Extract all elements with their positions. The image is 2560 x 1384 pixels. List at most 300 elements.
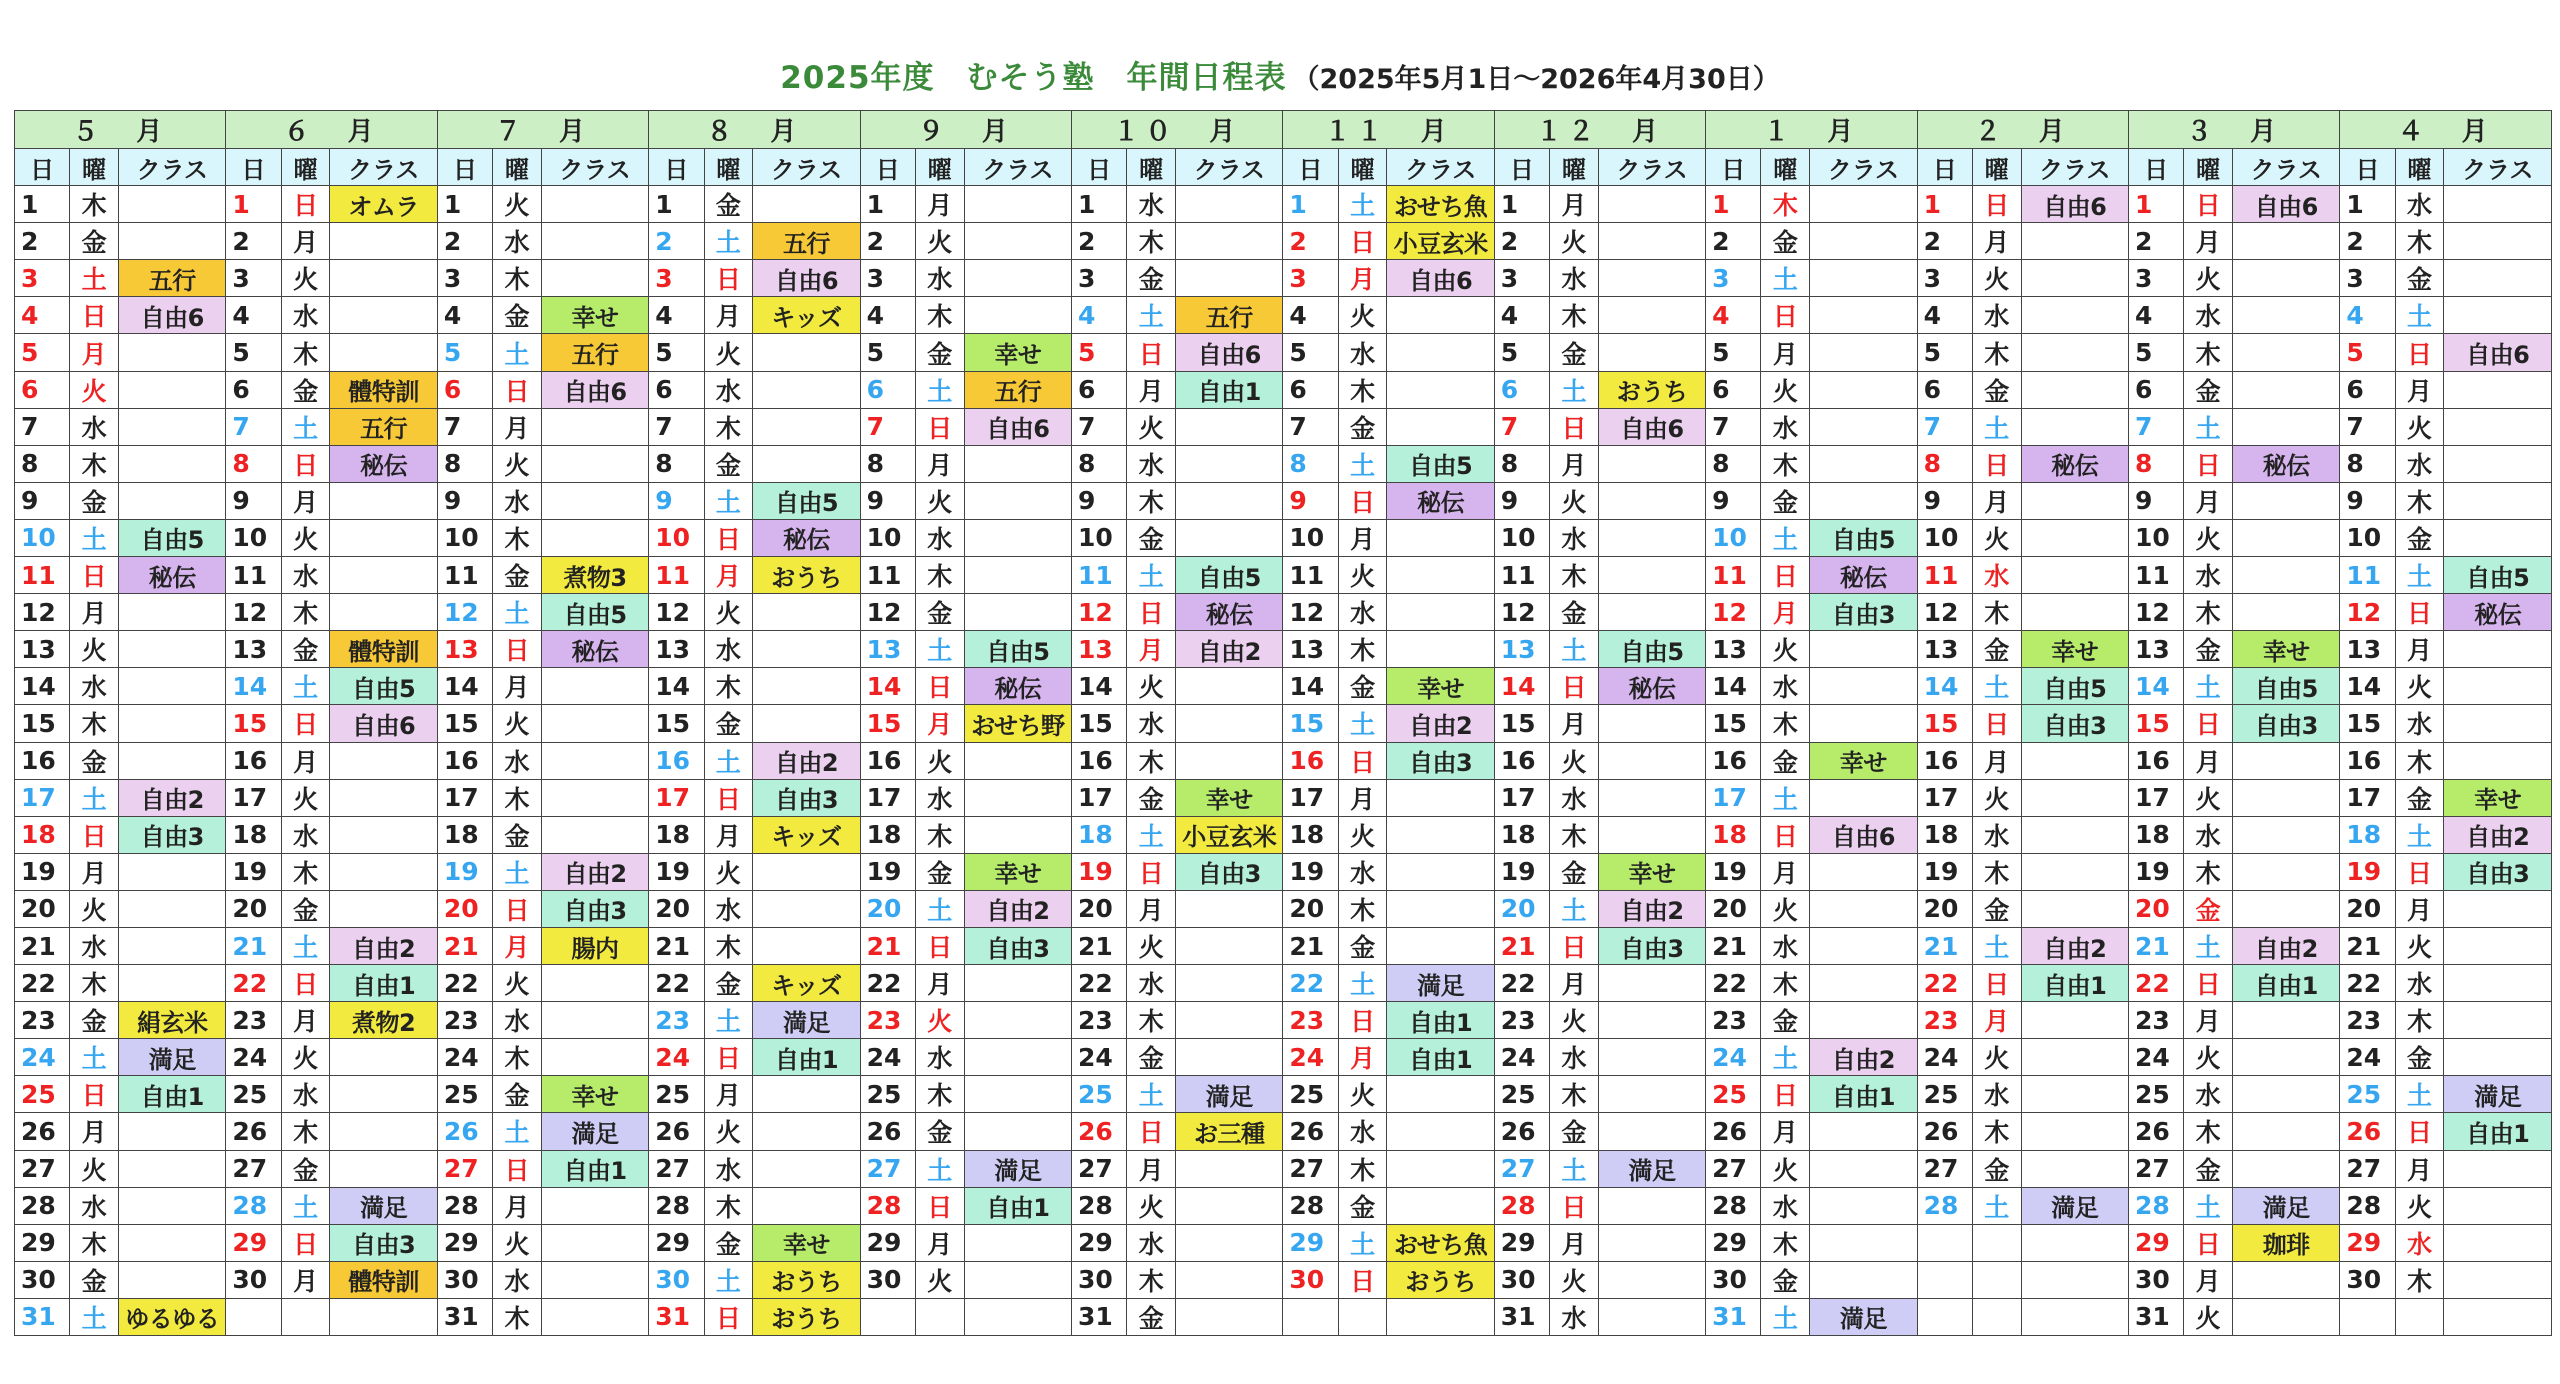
day-number: 27: [1494, 1150, 1549, 1187]
weekday-label: 水: [1127, 1224, 1176, 1261]
empty-class-cell: [1598, 1224, 1705, 1261]
empty-class-cell: [1598, 297, 1705, 334]
empty-class-cell: [330, 1113, 437, 1150]
weekday-column-header: 曜: [2395, 149, 2444, 186]
weekday-label: 日: [493, 890, 542, 927]
empty-class-cell: [1598, 742, 1705, 779]
class-cell: おせち野: [964, 705, 1071, 742]
day-number: 8: [1494, 445, 1549, 482]
day-number: 17: [1283, 779, 1338, 816]
weekday-label: 日: [704, 1039, 753, 1076]
weekday-label: 火: [1338, 297, 1387, 334]
empty-class-cell: [1598, 1076, 1705, 1113]
weekday-label: 木: [1127, 742, 1176, 779]
class-column-header: クラス: [1810, 149, 1917, 186]
weekday-label: 木: [1761, 445, 1810, 482]
class-cell: 自由3: [1176, 853, 1283, 890]
weekday-label: 月: [1127, 371, 1176, 408]
empty-class-cell: [119, 1261, 226, 1298]
empty-class-cell: [1176, 223, 1283, 260]
empty-class-cell: [964, 297, 1071, 334]
empty-class-cell: [330, 334, 437, 371]
day-number: 12: [226, 594, 281, 631]
empty-class-cell: [2021, 519, 2128, 556]
day-number: 15: [649, 705, 704, 742]
weekday-label: 木: [70, 186, 119, 223]
day-number: 11: [15, 557, 70, 594]
class-cell: 満足: [119, 1039, 226, 1076]
empty-class-cell: [1810, 371, 1917, 408]
empty-class-cell: [2021, 557, 2128, 594]
empty-class-cell: [119, 965, 226, 1002]
day-number: 28: [860, 1187, 915, 1224]
weekday-label: 月: [704, 1076, 753, 1113]
empty-class-cell: [119, 1113, 226, 1150]
weekday-label: 火: [704, 594, 753, 631]
day-number: 2: [1917, 223, 1972, 260]
day-number: 16: [1072, 742, 1127, 779]
weekday-label: 月: [1338, 260, 1387, 297]
weekday-label: 土: [1761, 260, 1810, 297]
empty-class-cell: [119, 1187, 226, 1224]
day-number: 11: [1072, 557, 1127, 594]
day-number: 25: [1706, 1076, 1761, 1113]
day-number: 15: [1072, 705, 1127, 742]
weekday-label: 木: [915, 557, 964, 594]
weekday-label: 土: [1338, 965, 1387, 1002]
day-number: 24: [649, 1039, 704, 1076]
empty-cell: [915, 1298, 964, 1335]
weekday-label: 金: [1972, 631, 2021, 668]
class-cell: 自由1: [1176, 371, 1283, 408]
weekday-label: 日: [915, 668, 964, 705]
weekday-label: 火: [1761, 371, 1810, 408]
day-number: 24: [860, 1039, 915, 1076]
day-number: 22: [1917, 965, 1972, 1002]
weekday-label: 火: [1338, 557, 1387, 594]
weekday-label: 日: [1972, 705, 2021, 742]
weekday-label: 月: [2395, 890, 2444, 927]
class-cell: 幸せ: [2021, 631, 2128, 668]
weekday-label: 金: [1761, 223, 1810, 260]
class-cell: 秘伝: [541, 631, 648, 668]
weekday-label: 水: [1761, 408, 1810, 445]
weekday-label: 水: [1127, 186, 1176, 223]
day-number: 3: [1072, 260, 1127, 297]
day-number: 11: [226, 557, 281, 594]
day-number: 19: [1072, 853, 1127, 890]
day-number: 13: [15, 631, 70, 668]
weekday-label: 土: [1338, 445, 1387, 482]
empty-class-cell: [330, 223, 437, 260]
day-number: 15: [2128, 705, 2183, 742]
weekday-label: 火: [70, 1150, 119, 1187]
weekday-label: 土: [281, 927, 330, 964]
class-cell: 秘伝: [1598, 668, 1705, 705]
day-number: 11: [1706, 557, 1761, 594]
class-cell: キッズ: [753, 297, 860, 334]
weekday-label: 月: [2184, 223, 2233, 260]
day-number: 4: [1283, 297, 1338, 334]
weekday-label: 金: [2395, 260, 2444, 297]
weekday-label: 金: [2395, 1039, 2444, 1076]
empty-class-cell: [330, 297, 437, 334]
weekday-label: 火: [493, 705, 542, 742]
weekday-label: 水: [281, 297, 330, 334]
empty-class-cell: [1387, 779, 1494, 816]
weekday-label: 月: [1972, 482, 2021, 519]
empty-class-cell: [119, 890, 226, 927]
weekday-label: 金: [1338, 1187, 1387, 1224]
month-header: ３ 月: [2128, 111, 2339, 149]
empty-class-cell: [2021, 1002, 2128, 1039]
class-cell: 自由3: [2021, 705, 2128, 742]
empty-class-cell: [2233, 1150, 2340, 1187]
weekday-label: 金: [1550, 1113, 1599, 1150]
empty-class-cell: [1810, 853, 1917, 890]
day-number: 30: [860, 1261, 915, 1298]
day-number: 2: [1494, 223, 1549, 260]
day-number: 15: [2340, 705, 2395, 742]
weekday-label: 水: [70, 1187, 119, 1224]
day-number: 10: [1283, 519, 1338, 556]
empty-class-cell: [964, 260, 1071, 297]
day-column-header: 日: [2128, 149, 2183, 186]
empty-class-cell: [964, 445, 1071, 482]
day-number: 13: [1706, 631, 1761, 668]
empty-class-cell: [119, 445, 226, 482]
weekday-label: 木: [281, 334, 330, 371]
day-row: [15, 260, 2552, 297]
empty-class-cell: [1598, 223, 1705, 260]
day-number: 21: [2340, 927, 2395, 964]
weekday-label: 木: [2395, 223, 2444, 260]
empty-class-cell: [1598, 557, 1705, 594]
class-cell: 幸せ: [1810, 742, 1917, 779]
weekday-label: 火: [1127, 1187, 1176, 1224]
empty-class-cell: [964, 1113, 1071, 1150]
day-number: 1: [2128, 186, 2183, 223]
day-number: 26: [1917, 1113, 1972, 1150]
empty-class-cell: [1598, 1039, 1705, 1076]
weekday-label: 月: [1550, 1224, 1599, 1261]
empty-class-cell: [541, 186, 648, 223]
day-number: 11: [1283, 557, 1338, 594]
day-number: 27: [2128, 1150, 2183, 1187]
empty-class-cell: [1810, 965, 1917, 1002]
empty-class-cell: [1810, 1150, 1917, 1187]
empty-class-cell: [1387, 519, 1494, 556]
day-number: 29: [1494, 1224, 1549, 1261]
weekday-label: 金: [2184, 631, 2233, 668]
day-number: 12: [1283, 594, 1338, 631]
schedule-title: 2025年度 むそう塾 年間日程表: [780, 60, 1287, 96]
empty-class-cell: [964, 223, 1071, 260]
day-number: 18: [1917, 816, 1972, 853]
weekday-label: 日: [2184, 186, 2233, 223]
weekday-label: 月: [1972, 742, 2021, 779]
day-number: 11: [2340, 557, 2395, 594]
day-number: 13: [649, 631, 704, 668]
empty-cell: [226, 1298, 281, 1335]
day-number: 17: [860, 779, 915, 816]
empty-class-cell: [753, 631, 860, 668]
day-number: 2: [2340, 223, 2395, 260]
empty-class-cell: [330, 853, 437, 890]
weekday-label: 水: [493, 1002, 542, 1039]
class-cell: 自由2: [964, 890, 1071, 927]
class-cell: 自由3: [1387, 742, 1494, 779]
day-number: 23: [226, 1002, 281, 1039]
day-number: 16: [2340, 742, 2395, 779]
empty-class-cell: [2444, 1224, 2552, 1261]
day-number: 29: [437, 1224, 492, 1261]
day-number: 16: [437, 742, 492, 779]
empty-class-cell: [753, 1076, 860, 1113]
weekday-label: 木: [1338, 890, 1387, 927]
weekday-label: 木: [1972, 1113, 2021, 1150]
day-number: 14: [2128, 668, 2183, 705]
day-number: 16: [1494, 742, 1549, 779]
weekday-label: 木: [70, 965, 119, 1002]
weekday-label: 日: [704, 519, 753, 556]
day-number: 21: [226, 927, 281, 964]
day-number: 26: [649, 1113, 704, 1150]
class-cell: 幸せ: [964, 334, 1071, 371]
empty-cell: [1972, 1224, 2021, 1261]
weekday-label: 土: [2184, 927, 2233, 964]
empty-class-cell: [1387, 1187, 1494, 1224]
day-number: 8: [1072, 445, 1127, 482]
weekday-label: 土: [1972, 927, 2021, 964]
day-row: [15, 927, 2552, 964]
day-number: 6: [2128, 371, 2183, 408]
weekday-label: 月: [915, 705, 964, 742]
weekday-label: 土: [2184, 1187, 2233, 1224]
weekday-column-header: 曜: [493, 149, 542, 186]
weekday-label: 月: [1761, 853, 1810, 890]
empty-class-cell: [1387, 594, 1494, 631]
day-row: [15, 890, 2552, 927]
empty-class-cell: [1176, 705, 1283, 742]
empty-class-cell: [964, 519, 1071, 556]
weekday-label: 木: [2184, 334, 2233, 371]
empty-class-cell: [1176, 742, 1283, 779]
day-number: 18: [860, 816, 915, 853]
class-cell: お三種: [1176, 1113, 1283, 1150]
day-row: [15, 1150, 2552, 1187]
day-number: 20: [1072, 890, 1127, 927]
weekday-column-header: 曜: [70, 149, 119, 186]
empty-class-cell: [1810, 445, 1917, 482]
weekday-label: 金: [704, 1224, 753, 1261]
day-number: 14: [437, 668, 492, 705]
class-cell: 自由3: [2233, 705, 2340, 742]
weekday-label: 月: [2184, 1002, 2233, 1039]
weekday-label: 金: [1550, 853, 1599, 890]
weekday-label: 月: [281, 742, 330, 779]
day-row: [15, 779, 2552, 816]
empty-class-cell: [1387, 334, 1494, 371]
weekday-label: 水: [2395, 705, 2444, 742]
weekday-label: 火: [281, 1039, 330, 1076]
empty-class-cell: [2021, 1113, 2128, 1150]
day-number: 14: [226, 668, 281, 705]
weekday-label: 水: [281, 557, 330, 594]
day-number: 18: [15, 816, 70, 853]
day-number: 30: [1072, 1261, 1127, 1298]
empty-class-cell: [2233, 890, 2340, 927]
empty-cell: [2444, 1298, 2552, 1335]
day-row: [15, 742, 2552, 779]
weekday-label: 水: [1972, 1076, 2021, 1113]
weekday-label: 火: [1972, 1039, 2021, 1076]
weekday-label: 土: [70, 1039, 119, 1076]
weekday-label: 火: [281, 779, 330, 816]
day-number: 23: [1072, 1002, 1127, 1039]
weekday-label: 日: [704, 260, 753, 297]
class-cell: 自由5: [2233, 668, 2340, 705]
empty-class-cell: [1387, 927, 1494, 964]
empty-cell: [2340, 1298, 2395, 1335]
weekday-label: 水: [1127, 965, 1176, 1002]
weekday-label: 月: [70, 1113, 119, 1150]
day-column-header: 日: [1494, 149, 1549, 186]
weekday-label: 日: [281, 705, 330, 742]
weekday-label: 火: [2395, 1187, 2444, 1224]
day-number: 10: [2340, 519, 2395, 556]
day-number: 3: [1494, 260, 1549, 297]
class-cell: 満足: [1810, 1298, 1917, 1335]
day-number: 16: [1706, 742, 1761, 779]
day-number: 10: [860, 519, 915, 556]
empty-class-cell: [753, 408, 860, 445]
weekday-label: 木: [281, 853, 330, 890]
empty-class-cell: [753, 445, 860, 482]
day-number: 5: [1494, 334, 1549, 371]
day-number: 4: [2340, 297, 2395, 334]
empty-class-cell: [964, 1224, 1071, 1261]
weekday-label: 木: [704, 1187, 753, 1224]
day-number: 13: [1072, 631, 1127, 668]
class-cell: 幸せ: [1387, 668, 1494, 705]
empty-class-cell: [2444, 371, 2552, 408]
class-cell: 自由6: [119, 297, 226, 334]
day-number: 17: [2340, 779, 2395, 816]
empty-class-cell: [2444, 223, 2552, 260]
weekday-label: 水: [1550, 519, 1599, 556]
weekday-label: 金: [2395, 779, 2444, 816]
class-cell: 自由5: [1810, 519, 1917, 556]
empty-class-cell: [753, 1150, 860, 1187]
day-number: 6: [226, 371, 281, 408]
class-cell: 自由5: [1387, 445, 1494, 482]
day-number: 9: [2128, 482, 2183, 519]
day-number: 7: [2128, 408, 2183, 445]
weekday-label: 日: [1761, 816, 1810, 853]
weekday-label: 日: [2395, 594, 2444, 631]
class-cell: 自由1: [1387, 1039, 1494, 1076]
empty-class-cell: [330, 742, 437, 779]
weekday-label: 日: [2184, 445, 2233, 482]
weekday-label: 金: [281, 1150, 330, 1187]
weekday-label: 土: [704, 1261, 753, 1298]
day-number: 1: [1917, 186, 1972, 223]
day-number: 3: [15, 260, 70, 297]
weekday-label: 金: [915, 334, 964, 371]
weekday-label: 木: [1761, 1224, 1810, 1261]
class-cell: 自由5: [2444, 557, 2552, 594]
weekday-label: 日: [1127, 334, 1176, 371]
class-cell: 自由5: [753, 482, 860, 519]
day-number: 14: [649, 668, 704, 705]
day-number: 26: [15, 1113, 70, 1150]
empty-class-cell: [2021, 1039, 2128, 1076]
weekday-label: 金: [493, 816, 542, 853]
day-number: 17: [226, 779, 281, 816]
day-number: 20: [437, 890, 492, 927]
day-number: 22: [15, 965, 70, 1002]
empty-class-cell: [2444, 186, 2552, 223]
day-number: 1: [226, 186, 281, 223]
day-number: 2: [2128, 223, 2183, 260]
day-number: 4: [15, 297, 70, 334]
weekday-label: 水: [704, 371, 753, 408]
day-number: 1: [860, 186, 915, 223]
day-number: 23: [15, 1002, 70, 1039]
empty-class-cell: [330, 594, 437, 631]
weekday-label: 土: [2395, 297, 2444, 334]
day-number: 2: [226, 223, 281, 260]
weekday-label: 金: [2184, 890, 2233, 927]
weekday-label: 日: [70, 557, 119, 594]
class-cell: オムラ: [330, 186, 437, 223]
empty-class-cell: [964, 482, 1071, 519]
weekday-label: 水: [704, 631, 753, 668]
weekday-label: 火: [704, 853, 753, 890]
empty-class-cell: [2444, 668, 2552, 705]
weekday-label: 土: [1972, 408, 2021, 445]
empty-class-cell: [753, 371, 860, 408]
weekday-label: 土: [1972, 1187, 2021, 1224]
weekday-label: 日: [1338, 1261, 1387, 1298]
day-number: 3: [2340, 260, 2395, 297]
weekday-label: 月: [1550, 186, 1599, 223]
weekday-label: 土: [1338, 705, 1387, 742]
empty-class-cell: [330, 1150, 437, 1187]
day-number: 27: [1917, 1150, 1972, 1187]
weekday-label: 月: [2184, 742, 2233, 779]
class-cell: 秘伝: [119, 557, 226, 594]
day-number: 26: [2128, 1113, 2183, 1150]
day-number: 4: [1494, 297, 1549, 334]
day-number: 3: [1283, 260, 1338, 297]
empty-class-cell: [2021, 594, 2128, 631]
weekday-label: 水: [1338, 594, 1387, 631]
empty-cell: [2395, 1298, 2444, 1335]
weekday-label: 土: [281, 408, 330, 445]
weekday-label: 火: [1127, 668, 1176, 705]
weekday-label: 金: [1127, 1298, 1176, 1335]
class-cell: 自由1: [753, 1039, 860, 1076]
weekday-label: 木: [1761, 186, 1810, 223]
day-number: 11: [437, 557, 492, 594]
weekday-label: 土: [281, 1187, 330, 1224]
weekday-label: 月: [2184, 1261, 2233, 1298]
weekday-label: 水: [1338, 853, 1387, 890]
empty-class-cell: [541, 1187, 648, 1224]
day-number: 28: [1072, 1187, 1127, 1224]
